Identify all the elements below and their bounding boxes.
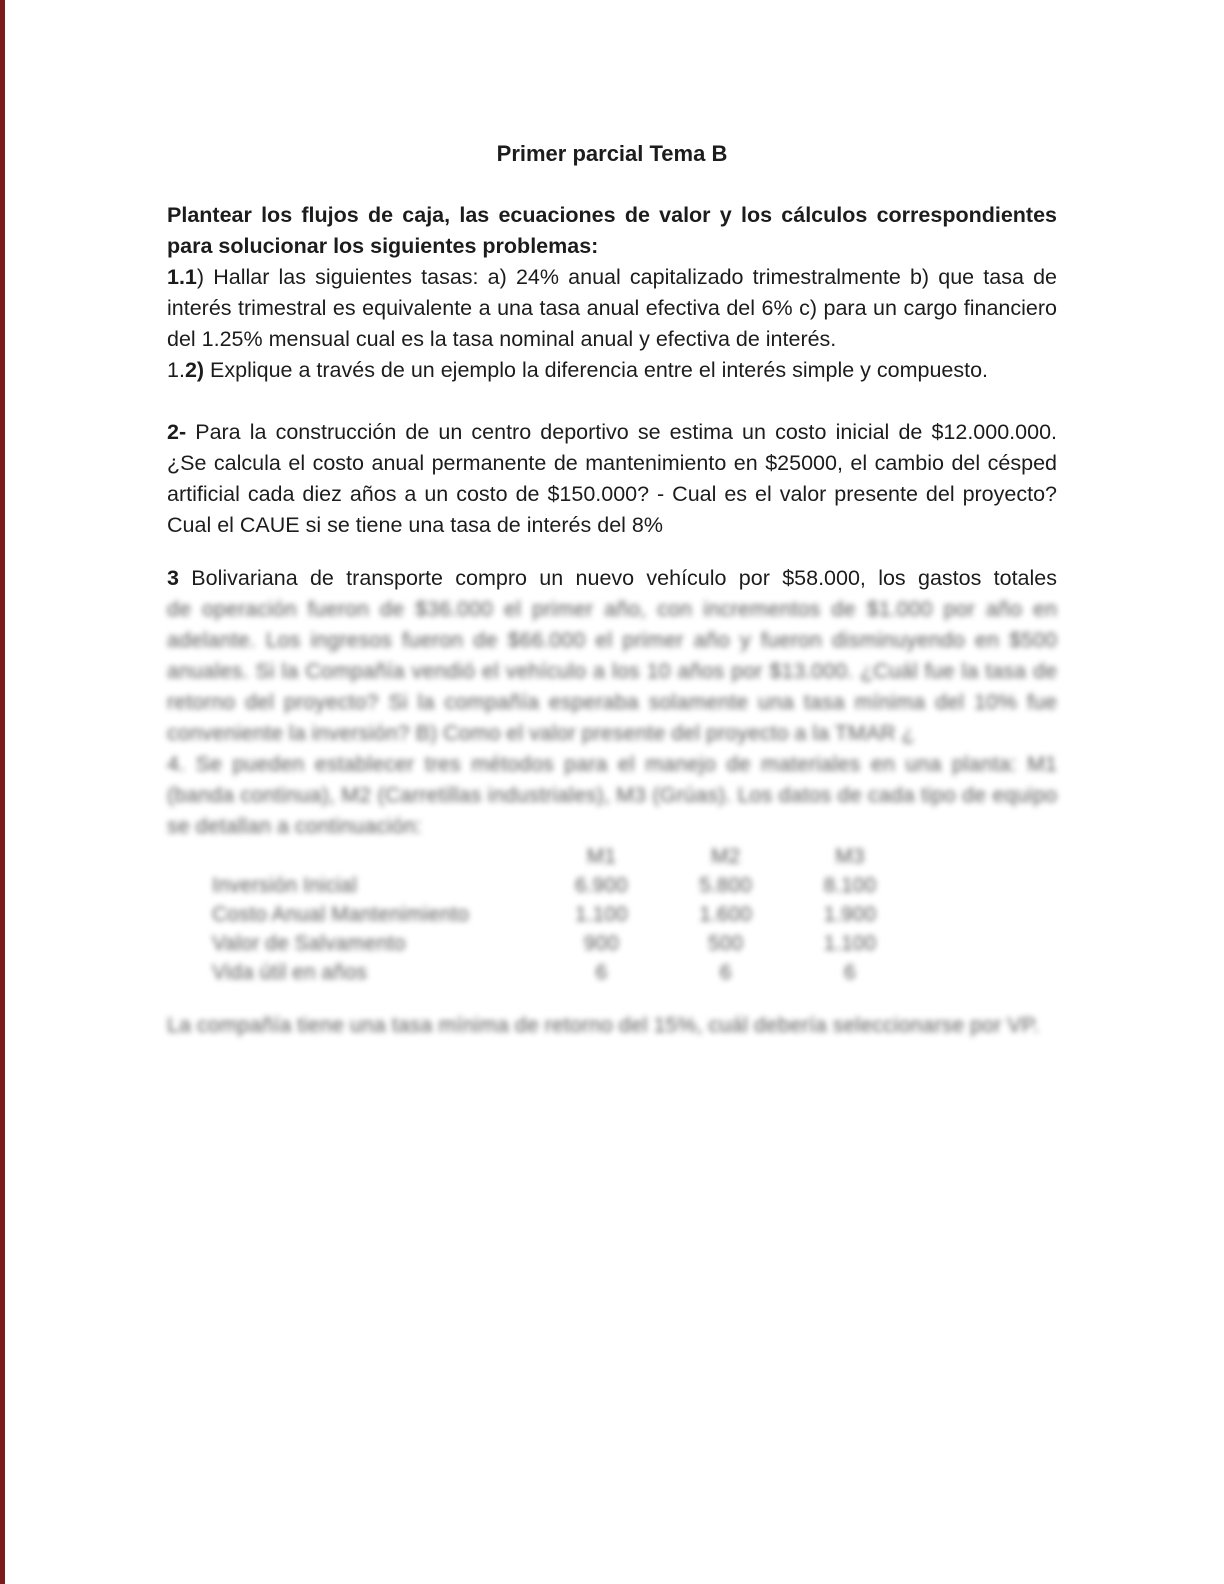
- table-row: [212, 958, 912, 987]
- problem-1-1-number: 1.1: [167, 265, 197, 289]
- table-row: [212, 871, 912, 900]
- row-value: 6.900: [575, 874, 628, 897]
- table-header-m1: M1: [586, 845, 616, 868]
- problem-2-text: Para la construcción de un centro deportivo se estima un costo inicial de $12.000.000. ¿Se calcula el costo anual permanente de mantenimiento en $25000, el cambio del césped artificial cada diez años a un costo de $150.000? - Cual es el valor presente del proyecto? Cual el CAUE si se tiene una tasa de interés del 8%: [167, 420, 1057, 537]
- row-value: 6: [595, 961, 608, 984]
- problem-2-number: 2-: [167, 420, 187, 444]
- closing-blurred-text: La compañía tiene una tasa mínima de retorno del 15%, cuál debería seleccionarse por VP.: [167, 1013, 1040, 1037]
- row-value: 1.100: [575, 903, 628, 926]
- problem-3-first-line: [167, 563, 1057, 594]
- row-value: 5.800: [699, 874, 752, 897]
- table-header-spacer: [212, 842, 539, 871]
- problem-2-block: [167, 417, 1057, 541]
- document-content: [167, 138, 1057, 1041]
- row-label: Vida útil en años: [212, 961, 367, 984]
- table-row: [212, 900, 912, 929]
- problem-4-blurred-text: 4. Se pueden establecer tres métodos para el manejo de materiales en una planta: M1 (banda continua), M2 (Carretillas industriales), M3 (Grúas). Los datos de cada tipo de equipo se detallan a continuación:: [167, 752, 1057, 838]
- problem-1-1-paragraph: [167, 262, 1057, 355]
- problem-3-number: 3: [167, 566, 179, 590]
- problem-1-2-prefix: 1.: [167, 358, 185, 382]
- row-value: 900: [583, 932, 619, 955]
- row-label: Costo Anual Mantenimiento: [212, 903, 469, 926]
- problem-3-visible-text: Bolivariana de transporte compro un nuevo vehículo por $58.000, los gastos totales: [178, 566, 1057, 590]
- table-header-row: [212, 842, 912, 871]
- row-value: 500: [708, 932, 744, 955]
- problem-1-block: [167, 262, 1057, 386]
- row-label: Valor de Salvamento: [212, 932, 406, 955]
- problem-1-2-number: 2): [184, 358, 205, 382]
- table-row: [212, 929, 912, 958]
- problem-1-1-text: ) Hallar las siguientes tasas: a) 24% anual capitalizado trimestralmente b) que tasa de interés trimestral es equivalente a una tasa anual efectiva del 6% c) para un cargo financiero del 1.25% mensual cual es la tasa nominal anual y efectiva de interés.: [167, 265, 1057, 351]
- row-value: 1.600: [699, 903, 752, 926]
- intro-paragraph: Plantear los flujos de caja, las ecuaciones de valor y los cálculos correspondientes para solucionar los siguientes problemas:: [167, 203, 1057, 258]
- row-value: 1.900: [823, 903, 877, 926]
- row-value: 8.100: [823, 874, 877, 897]
- table-header-m3: M3: [835, 845, 865, 868]
- row-value: 1.100: [823, 932, 877, 955]
- problem-3-block: [167, 563, 1057, 749]
- problem-1-2-text: Explique a través de un ejemplo la diferencia entre el interés simple y compuesto.: [204, 358, 989, 382]
- problem-2-paragraph: [167, 417, 1057, 541]
- problem-3-blurred-text: de operación fueron de $36.000 el primer año, con incrementos de $1.000 por año en adelante. Los ingresos fueron de $66.000 el primer año y fueron disminuyendo en $500 anuales. Si la Compañía vendió el vehículo a los 10 años por $13.000. ¿Cuál fue la tasa de retorno del proyecto? Si la compañía esperaba solamente una tasa mínima del 10% fue conveniente la inversión? B) Como el valor presente del proyecto a la TMAR ¿: [167, 597, 1057, 745]
- document-title: Primer parcial Tema B: [496, 141, 728, 166]
- methods-table: [212, 842, 912, 987]
- row-value: 6: [844, 961, 856, 984]
- row-value: 6: [719, 961, 732, 984]
- page-edge-line: [0, 0, 5, 1584]
- table-header-m2: M2: [710, 845, 741, 868]
- row-label: Inversión Inicial: [212, 874, 357, 897]
- problem-1-2-paragraph: [167, 355, 1057, 386]
